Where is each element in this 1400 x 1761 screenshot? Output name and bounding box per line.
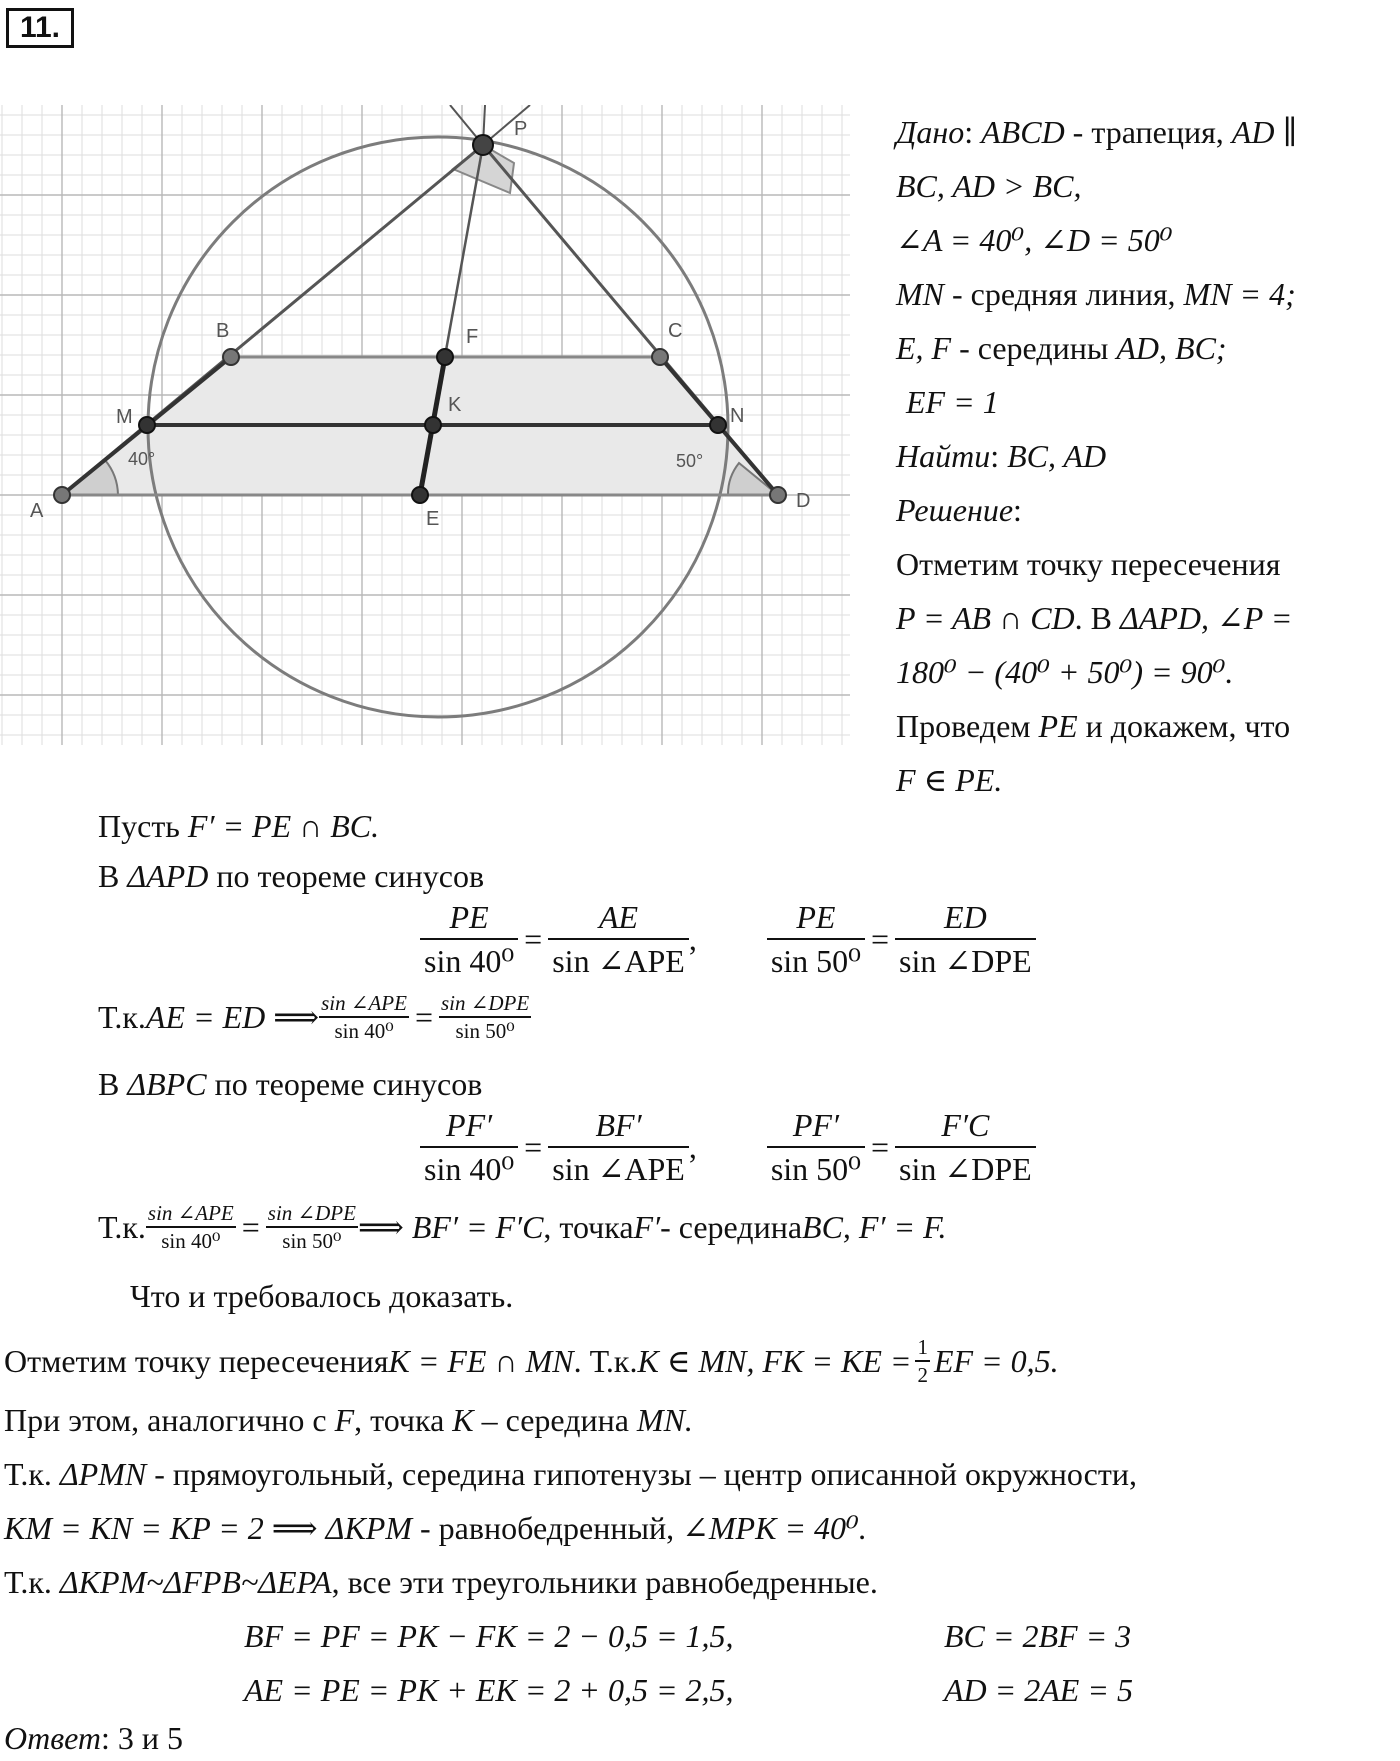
given-line-2: BC, AD > BC, [896,168,1082,204]
final-q3-c: - прямоугольный, середина гипотенузы – центр описанной окружности, [146,1456,1137,1492]
final-q3-b: ΔPMN [59,1456,147,1492]
given-l1-c: AD ∥ [1231,114,1298,150]
proof-p5-f: BC, F′ = F. [802,1208,947,1245]
sol-s2-c: ΔAPD, ∠P = [1119,600,1293,636]
final-line-3 [4,1454,1137,1494]
final-q2-f: MN. [636,1402,693,1438]
given-l4-a: MN [896,276,944,312]
point-N [710,417,726,433]
label-A: A [30,500,44,522]
proof-p5-b: ⟹ BF′ = F′C [357,1209,544,1245]
label-angle-d: 50° [676,451,704,471]
given-l4-c: MN = 4; [1183,276,1296,312]
fraction: $\frac{AE}{\text{sin ∠APE}}$ [548,896,689,982]
final-line-7b: AD = 2AE = 5 [944,1672,1133,1708]
final-line-6b: BC = 2BF = 3 [944,1618,1132,1654]
final-q5-a: Т.к. [4,1564,60,1600]
proof-p2-b: ΔAPD [127,858,209,894]
given-line-4 [896,274,1296,314]
small-fraction: sin ∠APE sin 40⁰ [321,991,407,1043]
final-q2-b: F [334,1402,355,1438]
sol-s2-b: . В [1074,600,1120,636]
final-q5-c: , все эти треугольники равнобедренные. [331,1564,878,1600]
proof-line-3: Т.к. AE = ED ⟹ sin ∠APE sin 40⁰ = sin ∠DPE sin 50⁰ [98,991,530,1043]
geometry-figure [0,105,860,755]
solution-heading: Решение: [896,492,1022,528]
proof-p5-c: , точка [543,1208,634,1245]
final-q1-b: K = FE ∩ MN [388,1342,574,1379]
given-l5-b: - середины [951,330,1117,366]
sol-line-3: 180⁰ − (40⁰ + 50⁰) = 90⁰. [896,654,1234,690]
point-A [54,487,70,503]
point-F [437,349,453,365]
sol-line-4 [896,706,1290,746]
label-B: B [216,320,230,342]
given-label: Дано [896,114,965,150]
sol-s4-b: PE [1038,708,1078,744]
sol-s4-a: Проведем [896,708,1039,744]
final-q2-d: K [452,1402,474,1438]
given-line-6: EF = 1 [906,384,999,420]
label-E: E [426,508,440,530]
final-q2-a: При этом, аналогично с [4,1402,335,1438]
label-C: C [668,320,683,342]
given-l1-a: ABCD [981,114,1065,150]
final-q2-c: , точка [354,1402,453,1438]
proof-p5-d: F′ [633,1208,661,1245]
fraction: $\frac{PE}{\text{sin 40⁰}}$ [420,896,518,982]
proof-p4-a: В [98,1066,128,1102]
proof-line-4 [98,1064,482,1104]
fraction: $\frac{BF'}{\text{sin ∠APE}}$ [548,1104,689,1190]
proof-p5-a: Т.к. [98,1208,146,1245]
final-q4-c: ∠MPK = 40⁰. [682,1510,867,1546]
proof-p3-b: AE = ED ⟹ [145,999,320,1035]
sol-s4-c: и докажем, что [1077,708,1291,744]
label-P: P [514,118,528,140]
label-N: N [730,405,745,427]
small-fraction: sin ∠APE sin 40⁰ [147,1201,234,1253]
fraction: $\frac{ED}{\text{sin ∠DPE}}$ [895,896,1036,982]
label-F: F [466,326,479,348]
final-line-6a: BF = PF = PK − FK = 2 − 0,5 = 1,5, [244,1618,734,1654]
label-M: M [116,406,133,428]
answer-label: Ответ [4,1720,101,1756]
final-q4-b: - равнобедренный, [411,1510,683,1546]
problem-number: 11. [6,8,74,48]
point-K [425,417,441,433]
label-K: K [448,394,462,416]
final-q1-a: Отметим точку пересечения [4,1342,389,1379]
final-q1-c: . Т.к. [573,1342,638,1379]
answer-value: : 3 и 5 [101,1720,184,1756]
final-line-5 [4,1562,878,1602]
fraction: $\frac{F'C}{\text{sin ∠DPE}}$ [895,1104,1036,1190]
given-line-5 [896,328,1227,368]
given-line-3: ∠A = 40⁰, ∠D = 50⁰ [896,222,1173,258]
given-line-1: Дано: ABCD - трапеция, AD ∥ [896,114,1298,150]
point-D [770,487,786,503]
final-q1-e: EF = 0,5. [933,1342,1059,1379]
proof-p4-b: ΔBPC [127,1066,207,1102]
label-D: D [796,490,811,512]
fraction: $\frac{PF'}{\text{sin 50⁰}}$ [767,1104,865,1190]
label-angle-a: 40° [128,449,156,469]
proof-p1-a: Пусть [98,808,188,844]
final-q1-d: K ∈ MN, FK = KE = [637,1343,912,1379]
proof-p3-a: Т.к. [98,998,146,1035]
sine-law-equations-1: $\frac{PE}{\text{sin 40⁰}}$ = $\frac{AE}{\text{sin ∠APE}}$ , $\frac{PE}{\text{sin 50⁰}}$ = $\frac{ED}{\text{sin ∠DPE}}$ [420,896,1036,982]
fraction: $\frac{PF'}{\text{sin 40⁰}}$ [420,1104,518,1190]
proof-p2-c: по теореме синусов [208,858,485,894]
fraction: $\frac{PE}{\text{sin 50⁰}}$ [767,896,865,982]
final-line-7a: AE = PE = PK + EK = 2 + 0,5 = 2,5, [244,1672,734,1708]
final-line-1 [4,1334,1059,1388]
final-q3-a: Т.к. [4,1456,60,1492]
small-fraction: sin ∠DPE sin 50⁰ [441,991,530,1043]
given-l5-a: E, F [896,330,952,366]
proof-line-2 [98,856,484,896]
point-M [139,417,155,433]
proof-line-1 [98,806,379,846]
point-B [223,349,239,365]
final-q2-e: – середина [473,1402,637,1438]
sol-line-1: Отметим точку пересечения [896,546,1281,582]
sol-s2-a: P = AB ∩ CD [896,600,1075,636]
proof-line-6: Что и требовалось доказать. [130,1278,514,1314]
final-line-4 [4,1508,867,1548]
given-l1-b: - трапеция, [1064,114,1232,150]
half-fraction: $\frac{1}{2}$ [917,1335,928,1387]
point-P [473,135,493,155]
given-l4-b: - средняя линия, [944,276,1184,312]
sine-law-equations-2: $\frac{PF'}{\text{sin 40⁰}}$ = $\frac{BF'}{\text{sin ∠APE}}$ , $\frac{PF'}{\text{sin 50⁰}}$ = $\frac{F'C}{\text{sin ∠DPE}}$ [420,1104,1036,1190]
point-C [652,349,668,365]
proof-p4-c: по теореме синусов [206,1066,483,1102]
answer-line [4,1718,183,1758]
point-E [412,487,428,503]
sol-line-2 [896,598,1292,638]
find-line: Найти: BC, AD [896,438,1107,474]
final-q4-a: KM = KN = KP = 2 ⟹ ΔKPM [4,1510,412,1546]
small-fraction: sin ∠DPE sin 50⁰ [267,1201,356,1253]
find-label: Найти [896,438,991,474]
solution-label: Решение [896,492,1014,528]
proof-p5-e: - середина [660,1208,803,1245]
sol-line-5: F ∈ PE. [896,762,1003,798]
given-l5-c: AD, BC; [1116,330,1227,366]
proof-line-5: Т.к. sin ∠APE sin 40⁰ = sin ∠DPE sin 50⁰ ⟹ BF′ = F′C , точка F′ - середина BC, F′ = F. [98,1201,947,1253]
final-q5-b: ΔKPM~ΔFPB~ΔEPA [59,1564,332,1600]
find-value: BC, AD [1007,438,1107,474]
proof-p1-b: F′ = PE ∩ BC. [187,808,380,844]
proof-p2-a: В [98,858,128,894]
final-line-2 [4,1400,693,1440]
